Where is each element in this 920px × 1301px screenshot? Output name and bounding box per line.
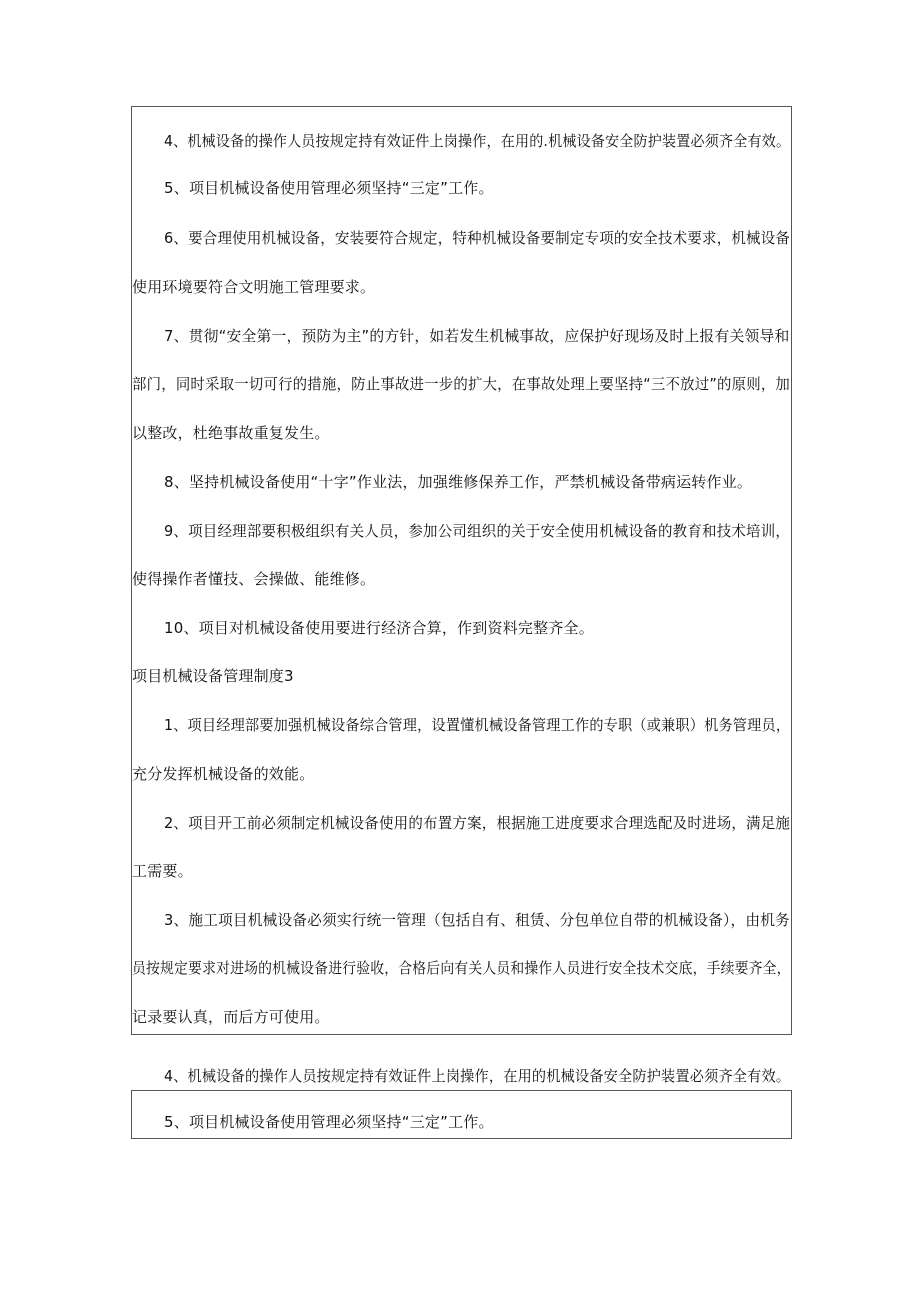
paragraph-line: 10、项目对机械设备使用要进行经济合算，作到资料完整齐全。: [164, 619, 594, 637]
paragraph-line: 员按规定要求对进场的机械设备进行验收，合格后向有关人员和操作人员进行安全技术交底，手续要齐全，: [132, 959, 791, 977]
paragraph-line: 5、项目机械设备使用管理必须坚持“三定”工作。: [164, 1113, 494, 1131]
paragraph-line: 使得操作者懂技、会操做、能维修。: [132, 570, 376, 588]
paragraph-line: 4、机械设备的操作人员按规定持有效证件上岗操作，在用的机械设备安全防护装置必须齐全有效。: [164, 1067, 791, 1085]
paragraph-line: 1、项目经理部要加强机械设备综合管理，设置懂机械设备管理工作的专职（或兼职）机务管理员，: [164, 716, 791, 734]
paragraph-line: 使用环境要符合文明施工管理要求。: [132, 278, 376, 296]
paragraph-line: 记录要认真，而后方可使用。: [132, 1008, 330, 1026]
paragraph-line: 3、施工项目机械设备必须实行统一管理（包括自有、租赁、分包单位自带的机械设备），由机务: [164, 911, 790, 929]
paragraph-line: 2、项目开工前必须制定机械设备使用的布置方案，根据施工进度要求合理选配及时进场，满足施: [164, 814, 791, 832]
section-heading: 项目机械设备管理制度3: [132, 667, 294, 685]
paragraph-line: 4、机械设备的操作人员按规定持有效证件上岗操作，在用的.机械设备安全防护装置必须齐全有效。: [164, 132, 791, 150]
paragraph-line: 5、项目机械设备使用管理必须坚持“三定”工作。: [164, 179, 494, 197]
paragraph-line: 8、坚持机械设备使用“十字”作业法，加强维修保养工作，严禁机械设备带病运转作业。: [164, 473, 753, 491]
paragraph-line: 7、贯彻“安全第一，预防为主”的方针，如若发生机械事故，应保护好现场及时上报有关领导和: [164, 327, 790, 345]
paragraph-line: 充分发挥机械设备的效能。: [132, 765, 315, 783]
paragraph-line: 工需要。: [132, 862, 193, 880]
paragraph-line: 9、项目经理部要积极组织有关人员，参加公司组织的关于安全使用机械设备的教育和技术培训，: [164, 522, 791, 540]
paragraph-line: 6、要合理使用机械设备，安装要符合规定，特种机械设备要制定专项的安全技术要求，机械设备: [164, 229, 791, 247]
paragraph-line: 以整改，杜绝事故重复发生。: [132, 424, 330, 442]
paragraph-line: 部门，同时采取一切可行的措施，防止事故进一步的扩大，在事故处理上要坚持“三不放过”的原则，加: [132, 375, 791, 393]
